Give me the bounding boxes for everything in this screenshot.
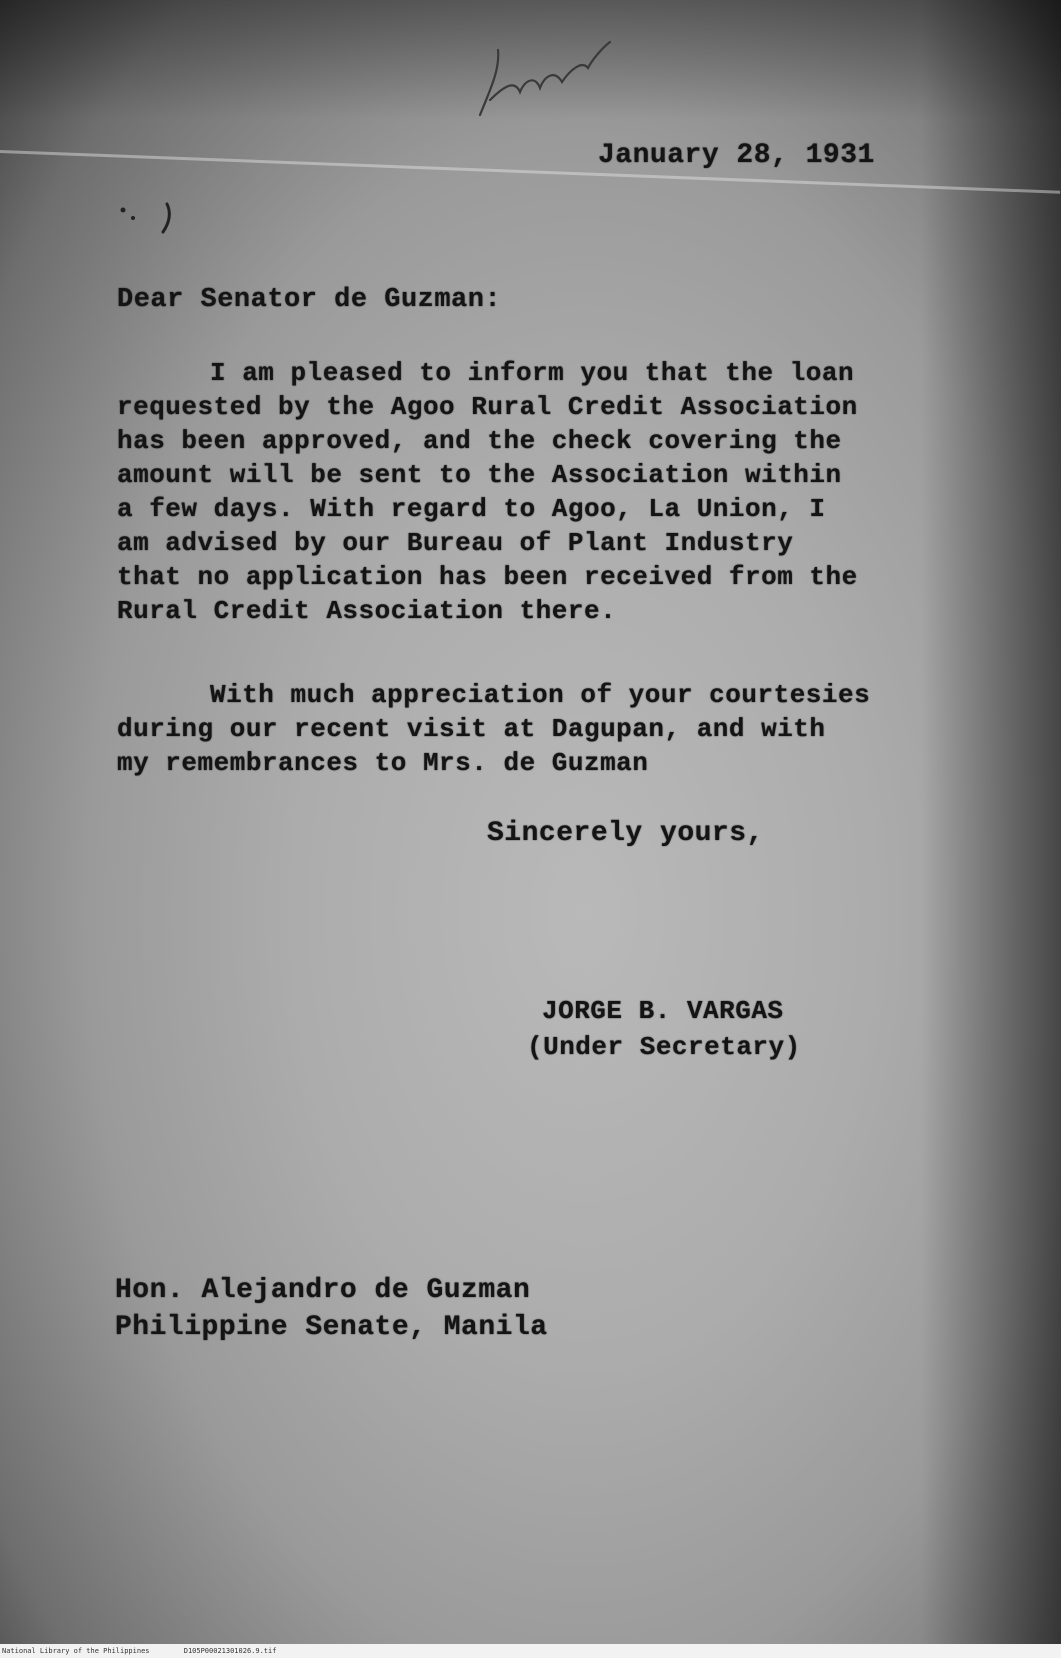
paragraph1-line: requested by the Agoo Rural Credit Association (117, 392, 858, 422)
scan-shadow-right (921, 0, 1061, 1658)
handwritten-initials (470, 30, 620, 130)
footer-file-id: D105P00021301026.9.tif (183, 1647, 277, 1655)
letter-date: January 28, 1931 (598, 140, 875, 171)
paragraph1-line: that no application has been received from the (117, 562, 858, 592)
signatory-title: (Under Secretary) (527, 1032, 801, 1062)
recipient-address: Philippine Senate, Manila (115, 1312, 548, 1343)
paragraph1-line: amount will be sent to the Association within (117, 460, 842, 490)
paper-fold-line (0, 150, 1060, 194)
paragraph1-line: Rural Credit Association there. (117, 596, 617, 626)
signatory-name: JORGE B. VARGAS (542, 996, 784, 1026)
paragraph1-line: I am pleased to inform you that the loan (210, 358, 855, 388)
paragraph2-line: during our recent visit at Dagupan, and with (117, 714, 826, 744)
paragraph1-line: a few days. With regard to Agoo, La Union, I (117, 494, 826, 524)
paragraph2-line: my remembrances to Mrs. de Guzman (117, 748, 649, 778)
footer-institution: National Library of the Philippines (2, 1647, 150, 1655)
recipient-name: Hon. Alejandro de Guzman (115, 1275, 531, 1306)
closing: Sincerely yours, (487, 818, 764, 849)
ink-mark (115, 200, 185, 240)
paragraph2-line: With much appreciation of your courtesies (210, 680, 871, 710)
archive-footer (0, 1644, 1061, 1658)
salutation: Dear Senator de Guzman: (117, 285, 502, 315)
paragraph1-line: has been approved, and the check covering the (117, 426, 842, 456)
paragraph1-line: am advised by our Bureau of Plant Industry (117, 528, 794, 558)
